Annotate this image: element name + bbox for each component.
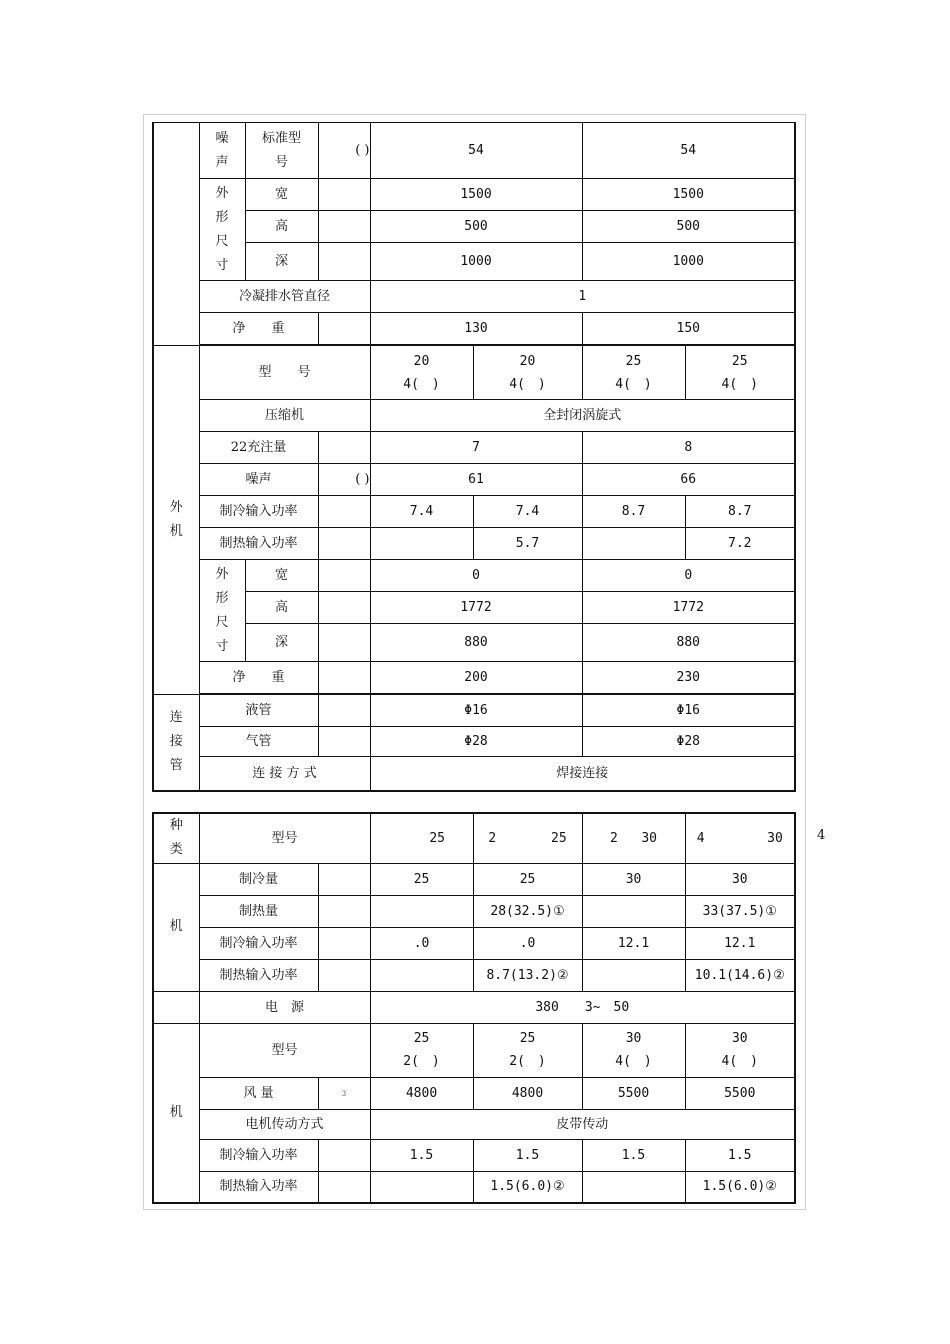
depth-label: 深 <box>245 243 318 281</box>
cool-capacity-value: 25 <box>473 863 582 895</box>
indoor-category-cell <box>153 123 199 346</box>
fan-heat-input-value <box>370 1171 473 1203</box>
compressor-value: 全封闭涡旋式 <box>370 400 795 432</box>
power-category <box>153 991 199 1023</box>
fan-model-cell: 30 4( ) <box>582 1023 685 1077</box>
drain-value: 1 <box>370 281 795 313</box>
liquid-pipe-unit <box>318 695 370 727</box>
liquid-pipe-value: Φ16 <box>370 695 582 727</box>
noise-label: 噪声 <box>199 123 245 179</box>
weight-label: 净 重 <box>199 313 318 345</box>
cool-capacity-value: 30 <box>582 863 685 895</box>
cool-capacity-label: 制冷量 <box>199 863 318 895</box>
charge-label: 22充注量 <box>199 432 318 464</box>
outdoor-width-value: 0 <box>582 560 795 592</box>
depth-value: 1000 <box>370 243 582 281</box>
outdoor-width-unit <box>318 560 370 592</box>
width-label: 宽 <box>245 179 318 211</box>
unit2-category: 机 <box>153 1023 199 1203</box>
noise-value: 54 <box>582 123 795 179</box>
std-model-label: 标准型号 <box>245 123 318 179</box>
width-unit <box>318 179 370 211</box>
gas-pipe-unit <box>318 727 370 757</box>
t2-heat-input-value: 10.1(14.6)② <box>685 959 795 991</box>
cool-capacity-unit <box>318 863 370 895</box>
fan-model-cell: 25 2( ) <box>370 1023 473 1077</box>
airflow-value: 5500 <box>685 1077 795 1109</box>
airflow-value: 4800 <box>473 1077 582 1109</box>
t2-cool-input-label: 制冷输入功率 <box>199 927 318 959</box>
fan-cool-input-value: 1.5 <box>685 1139 795 1171</box>
outdoor-width-label: 宽 <box>245 560 318 592</box>
heat-capacity-value: 28(32.5)① <box>473 895 582 927</box>
weight-value: 150 <box>582 313 795 345</box>
noise-value: 54 <box>370 123 582 179</box>
outdoor-weight-value: 200 <box>370 662 582 694</box>
t2-cool-input-value: .0 <box>370 927 473 959</box>
outdoor-weight-value: 230 <box>582 662 795 694</box>
connection-value: 焊接连接 <box>370 757 795 791</box>
cool-capacity-value: 30 <box>685 863 795 895</box>
t2-heat-input-value: 8.7(13.2)② <box>473 959 582 991</box>
outdoor-depth-value: 880 <box>370 624 582 662</box>
fan-heat-input-value: 1.5(6.0)② <box>473 1171 582 1203</box>
outdoor-height-label: 高 <box>245 592 318 624</box>
fan-heat-input-label: 制热输入功率 <box>199 1171 318 1203</box>
t2-model-cell: 4 30 <box>685 813 795 863</box>
power-label: 电 源 <box>199 991 370 1023</box>
outdoor-noise-unit: ( ) <box>318 464 370 496</box>
fan-heat-input-value <box>582 1171 685 1203</box>
t2-cool-input-value: .0 <box>473 927 582 959</box>
width-value: 1500 <box>370 179 582 211</box>
model-cell: 25 4( ) <box>582 346 685 400</box>
airflow-value: 4800 <box>370 1077 473 1109</box>
outdoor-depth-value: 880 <box>582 624 795 662</box>
cool-input-value: 7.4 <box>473 496 582 528</box>
outdoor-depth-label: 深 <box>245 624 318 662</box>
outdoor-weight-label: 净 重 <box>199 662 318 694</box>
model-cell: 25 4( ) <box>685 346 795 400</box>
gas-pipe-value: Φ28 <box>370 727 582 757</box>
charge-unit <box>318 432 370 464</box>
t2-model-cell: 2 30 <box>582 813 685 863</box>
unit1-category: 机 <box>153 863 199 991</box>
outdoor-noise-value: 61 <box>370 464 582 496</box>
cool-capacity-value: 25 <box>370 863 473 895</box>
height-value: 500 <box>370 211 582 243</box>
t2-heat-input-label: 制热输入功率 <box>199 959 318 991</box>
outdoor-noise-value: 66 <box>582 464 795 496</box>
fan-heat-input-unit <box>318 1171 370 1203</box>
heat-capacity-value <box>370 895 473 927</box>
spec-table-2 <box>152 812 796 1204</box>
t2-cool-input-value: 12.1 <box>685 927 795 959</box>
height-label: 高 <box>245 211 318 243</box>
outdoor-category: 外机 <box>153 346 199 695</box>
outdoor-width-value: 0 <box>370 560 582 592</box>
fan-cool-input-unit <box>318 1139 370 1171</box>
t2-heat-input-unit <box>318 959 370 991</box>
heat-capacity-unit <box>318 895 370 927</box>
outdoor-height-value: 1772 <box>582 592 795 624</box>
model-label: 型 号 <box>199 346 370 400</box>
model-cell: 20 4( ) <box>370 346 473 400</box>
outdoor-height-value: 1772 <box>370 592 582 624</box>
t2-model-label: 型号 <box>199 813 370 863</box>
drive-value: 皮带传动 <box>370 1109 795 1139</box>
fan-model-label: 型号 <box>199 1023 370 1077</box>
airflow-value: 5500 <box>582 1077 685 1109</box>
power-value: 380 3~ 50 <box>370 991 795 1023</box>
heat-capacity-label: 制热量 <box>199 895 318 927</box>
spec-table-1 <box>152 122 796 792</box>
height-unit <box>318 211 370 243</box>
fan-model-cell: 30 4( ) <box>685 1023 795 1077</box>
gas-pipe-value: Φ28 <box>582 727 795 757</box>
outdoor-weight-unit <box>318 662 370 694</box>
liquid-pipe-value: Φ16 <box>582 695 795 727</box>
t2-cool-input-unit <box>318 927 370 959</box>
heat-input-unit <box>318 528 370 560</box>
fan-heat-input-value: 1.5(6.0)② <box>685 1171 795 1203</box>
weight-value: 130 <box>370 313 582 345</box>
kind-label: 种类 <box>153 813 199 863</box>
heat-capacity-value: 33(37.5)① <box>685 895 795 927</box>
depth-unit <box>318 243 370 281</box>
cool-input-value: 8.7 <box>582 496 685 528</box>
cool-input-value: 7.4 <box>370 496 473 528</box>
airflow-label: 风 量 <box>199 1077 318 1109</box>
heat-input-value <box>370 528 473 560</box>
drive-label: 电机传动方式 <box>199 1109 370 1139</box>
t2-heat-input-value <box>582 959 685 991</box>
heat-capacity-value <box>582 895 685 927</box>
airflow-unit: 3 <box>318 1077 370 1109</box>
fan-cool-input-value: 1.5 <box>370 1139 473 1171</box>
outdoor-dimension-label: 外形尺寸 <box>199 560 245 662</box>
height-value: 500 <box>582 211 795 243</box>
t2-heat-input-value <box>370 959 473 991</box>
t2-model-cell: 2 25 <box>473 813 582 863</box>
heat-input-value: 5.7 <box>473 528 582 560</box>
weight-unit <box>318 313 370 345</box>
cool-input-value: 8.7 <box>685 496 795 528</box>
cool-input-label: 制冷输入功率 <box>199 496 318 528</box>
heat-input-label: 制热输入功率 <box>199 528 318 560</box>
noise-unit: ( ) <box>318 123 370 179</box>
heat-input-value: 7.2 <box>685 528 795 560</box>
fan-cool-input-value: 1.5 <box>582 1139 685 1171</box>
dimension-label: 外形尺寸 <box>199 179 245 281</box>
outdoor-height-unit <box>318 592 370 624</box>
t2-cool-input-value: 12.1 <box>582 927 685 959</box>
gas-pipe-label: 气管 <box>199 727 318 757</box>
outdoor-depth-unit <box>318 624 370 662</box>
pipe-category: 连接管 <box>153 695 199 791</box>
fan-cool-input-label: 制冷输入功率 <box>199 1139 318 1171</box>
model-cell: 20 4( ) <box>473 346 582 400</box>
liquid-pipe-label: 液管 <box>199 695 318 727</box>
drain-label: 冷凝排水管直径 <box>199 281 370 313</box>
stray-text: 4 <box>817 828 826 843</box>
compressor-label: 压缩机 <box>199 400 370 432</box>
fan-model-cell: 25 2( ) <box>473 1023 582 1077</box>
width-value: 1500 <box>582 179 795 211</box>
depth-value: 1000 <box>582 243 795 281</box>
charge-value: 8 <box>582 432 795 464</box>
heat-input-value <box>582 528 685 560</box>
t2-model-cell: 25 <box>370 813 473 863</box>
fan-cool-input-value: 1.5 <box>473 1139 582 1171</box>
outdoor-noise-label: 噪声 <box>199 464 318 496</box>
charge-value: 7 <box>370 432 582 464</box>
connection-label: 连 接 方 式 <box>199 757 370 791</box>
cool-input-unit <box>318 496 370 528</box>
